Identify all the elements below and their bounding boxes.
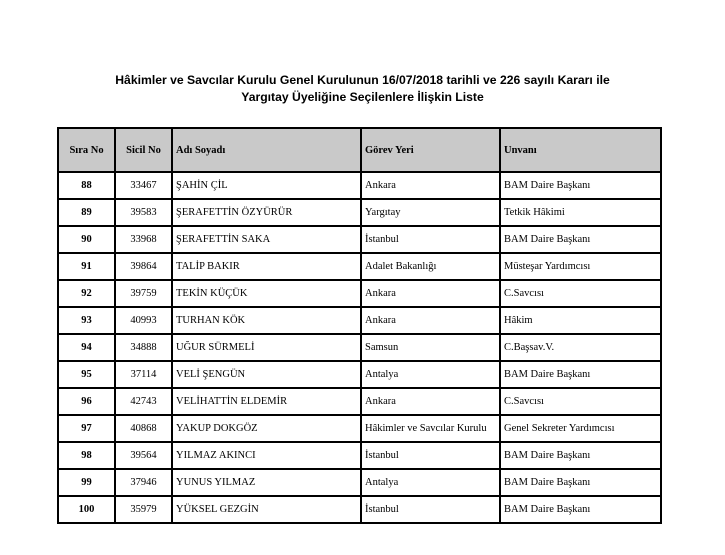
location-cell: Ankara [361, 172, 500, 199]
name-cell: TALİP BAKIR [172, 253, 361, 280]
title-cell: BAM Daire Başkanı [500, 361, 661, 388]
location-cell: İstanbul [361, 496, 500, 523]
sira-no-cell: 89 [58, 199, 115, 226]
location-cell: Antalya [361, 361, 500, 388]
sicil-no-cell: 33467 [115, 172, 172, 199]
location-cell: Samsun [361, 334, 500, 361]
location-cell: İstanbul [361, 442, 500, 469]
location-cell: Antalya [361, 469, 500, 496]
sicil-no-cell: 40993 [115, 307, 172, 334]
name-cell: UĞUR SÜRMELİ [172, 334, 361, 361]
title-cell: Hâkim [500, 307, 661, 334]
name-cell: ŞERAFETTİN ÖZYÜRÜR [172, 199, 361, 226]
title-line-2: Yargıtay Üyeliğine Seçilenlere İlişkin Liste [241, 89, 484, 104]
name-cell: TEKİN KÜÇÜK [172, 280, 361, 307]
title-cell: BAM Daire Başkanı [500, 226, 661, 253]
table-row [58, 307, 661, 334]
sicil-no-cell: 39564 [115, 442, 172, 469]
table-row [58, 442, 661, 469]
location-cell: Ankara [361, 307, 500, 334]
document-title [0, 72, 725, 105]
table-row [58, 280, 661, 307]
location-cell: Yargıtay [361, 199, 500, 226]
location-cell: İstanbul [361, 226, 500, 253]
title-cell: C.Başsav.V. [500, 334, 661, 361]
name-cell: VELİ ŞENGÜN [172, 361, 361, 388]
sicil-no-cell: 37946 [115, 469, 172, 496]
title-cell: BAM Daire Başkanı [500, 469, 661, 496]
name-cell: ŞERAFETTİN SAKA [172, 226, 361, 253]
member-list-table [57, 127, 662, 524]
name-cell: VELİHATTİN ELDEMİR [172, 388, 361, 415]
sicil-no-cell: 42743 [115, 388, 172, 415]
title-cell: Genel Sekreter Yardımcısı [500, 415, 661, 442]
sira-no-cell: 92 [58, 280, 115, 307]
name-cell: YÜKSEL GEZGİN [172, 496, 361, 523]
sira-no-cell: 93 [58, 307, 115, 334]
sira-no-cell: 88 [58, 172, 115, 199]
table-row [58, 388, 661, 415]
name-cell: YAKUP DOKGÖZ [172, 415, 361, 442]
table-row [58, 415, 661, 442]
column-header-sira-no: Sıra No [58, 128, 115, 172]
name-cell: YILMAZ AKINCI [172, 442, 361, 469]
table-row [58, 172, 661, 199]
sicil-no-cell: 37114 [115, 361, 172, 388]
column-header-unvani: Unvanı [500, 128, 661, 172]
table-row [58, 496, 661, 523]
sicil-no-cell: 34888 [115, 334, 172, 361]
sira-no-cell: 99 [58, 469, 115, 496]
title-cell: Tetkik Hâkimi [500, 199, 661, 226]
sira-no-cell: 97 [58, 415, 115, 442]
column-header-gorev-yeri: Görev Yeri [361, 128, 500, 172]
table-row [58, 199, 661, 226]
column-header-adi-soyadi: Adı Soyadı [172, 128, 361, 172]
sicil-no-cell: 39864 [115, 253, 172, 280]
sicil-no-cell: 39759 [115, 280, 172, 307]
sira-no-cell: 94 [58, 334, 115, 361]
title-cell: C.Savcısı [500, 280, 661, 307]
column-header-sicil-no: Sicil No [115, 128, 172, 172]
table-row [58, 253, 661, 280]
location-cell: Ankara [361, 388, 500, 415]
name-cell: TURHAN KÖK [172, 307, 361, 334]
table-row [58, 469, 661, 496]
sicil-no-cell: 40868 [115, 415, 172, 442]
sira-no-cell: 90 [58, 226, 115, 253]
title-cell: BAM Daire Başkanı [500, 496, 661, 523]
sira-no-cell: 96 [58, 388, 115, 415]
sira-no-cell: 95 [58, 361, 115, 388]
table-body [58, 172, 661, 523]
table-header-row [58, 128, 661, 172]
title-cell: C.Savcısı [500, 388, 661, 415]
title-cell: BAM Daire Başkanı [500, 172, 661, 199]
table-row [58, 334, 661, 361]
sicil-no-cell: 39583 [115, 199, 172, 226]
sira-no-cell: 100 [58, 496, 115, 523]
sira-no-cell: 91 [58, 253, 115, 280]
location-cell: Ankara [361, 280, 500, 307]
table-row [58, 226, 661, 253]
title-cell: Müsteşar Yardımcısı [500, 253, 661, 280]
name-cell: ŞAHİN ÇİL [172, 172, 361, 199]
location-cell: Adalet Bakanlığı [361, 253, 500, 280]
title-line-1: Hâkimler ve Savcılar Kurulu Genel Kurulunun 16/07/2018 tarihli ve 226 sayılı Kararı ile [115, 73, 610, 87]
title-cell: BAM Daire Başkanı [500, 442, 661, 469]
table-row [58, 361, 661, 388]
sicil-no-cell: 33968 [115, 226, 172, 253]
sira-no-cell: 98 [58, 442, 115, 469]
name-cell: YUNUS YILMAZ [172, 469, 361, 496]
sicil-no-cell: 35979 [115, 496, 172, 523]
location-cell: Hâkimler ve Savcılar Kurulu [361, 415, 500, 442]
